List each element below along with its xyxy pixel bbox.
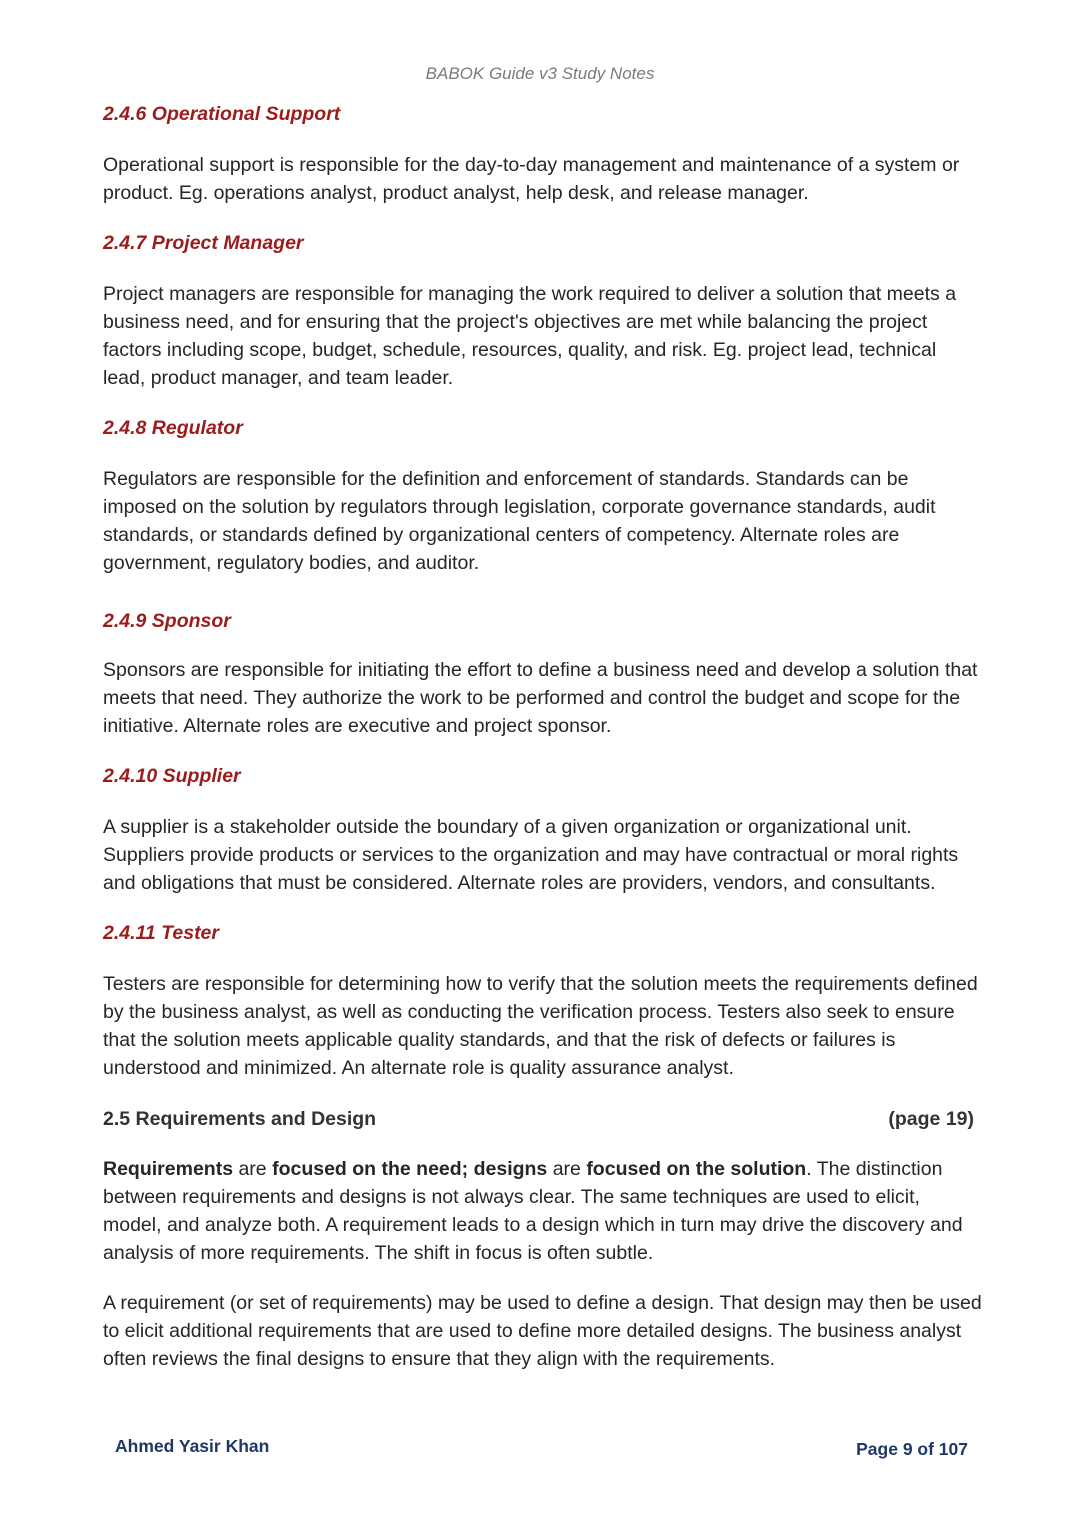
- text-run: are: [233, 1158, 273, 1180]
- section-body-sponsor: Sponsors are responsible for initiating the effort to define a business need and develop a solution that meets that need. They authorize the work to be performed and control the budget and scope for the initiative. Alternate roles are executive and project sponsor.: [103, 659, 978, 737]
- footer-author: Ahmed Yasir Khan: [115, 1436, 270, 1456]
- requirements-design-paragraph-1: [103, 1155, 983, 1267]
- footer-page-number: Page 9 of 107: [856, 1439, 968, 1459]
- section-heading-project-manager: 2.4.7 Project Manager: [103, 232, 304, 254]
- section-body-operational-support: Operational support is responsible for the day-to-day management and maintenance of a system or product. Eg. operations analyst, product analyst, help desk, and release manager.: [103, 154, 960, 204]
- term-focused-on-solution: focused on the solution: [586, 1158, 807, 1180]
- section-heading-supplier: 2.4.10 Supplier: [103, 765, 241, 787]
- section-body-supplier: A supplier is a stakeholder outside the boundary of a given organization or organizational unit. Suppliers provide products or services to the organization and may have contractual or moral rights and obligations that must be considered. Alternate roles are providers, vendors, and consultants.: [103, 816, 959, 894]
- section-body-regulator: Regulators are responsible for the definition and enforcement of standards. Standards can be imposed on the solution by regulators through legislation, corporate governance standards, audit standards, or standards defined by organizational centers of competency. Alternate roles are government, regulatory bodies, and auditor.: [103, 468, 936, 574]
- term-focused-on-need: focused on the need; designs: [272, 1158, 548, 1180]
- section-heading-tester: 2.4.11 Tester: [103, 922, 219, 944]
- page-content: [103, 100, 983, 1373]
- running-header: BABOK Guide v3 Study Notes: [425, 64, 655, 83]
- section-body-project-manager: Project managers are responsible for managing the work required to deliver a solution that meets a business need, and for ensuring that the project's objectives are met while balancing the project factors including scope, budget, schedule, resources, quality, and risk. Eg. project lead, technical lead, product manager, and team leader.: [103, 283, 957, 389]
- section-title: 2.5 Requirements and Design: [103, 1108, 377, 1130]
- page-reference: (page 19): [888, 1108, 974, 1130]
- term-requirements: Requirements: [103, 1158, 234, 1180]
- text-run: are: [547, 1158, 587, 1180]
- section-heading-operational-support: 2.4.6 Operational Support: [103, 103, 341, 125]
- section-body-tester: Testers are responsible for determining how to verify that the solution meets the requirements defined by the business analyst, as well as conducting the verification process. Testers also seek to ensure that the solution meets applicable quality standards, and that the risk of defects or failures is understood and minimized. An alternate role is quality assurance analyst.: [103, 973, 978, 1079]
- section-heading-requirements-and-design: [103, 1105, 974, 1133]
- text-run: . The distinction between requirements and designs is not always clear. The same techniques are used to elicit, model, and analyze both. A requirement leads to a design which in turn may drive the discovery and analysis of more requirements. The shift in focus is often subtle.: [103, 1158, 963, 1264]
- requirements-design-paragraph-2: A requirement (or set of requirements) may be used to define a design. That design may then be used to elicit additional requirements that are used to define more detailed designs. The business analyst often reviews the final designs to ensure that they align with the requirements.: [103, 1292, 982, 1370]
- section-heading-regulator: 2.4.8 Regulator: [103, 417, 243, 439]
- section-heading-sponsor: 2.4.9 Sponsor: [103, 610, 231, 632]
